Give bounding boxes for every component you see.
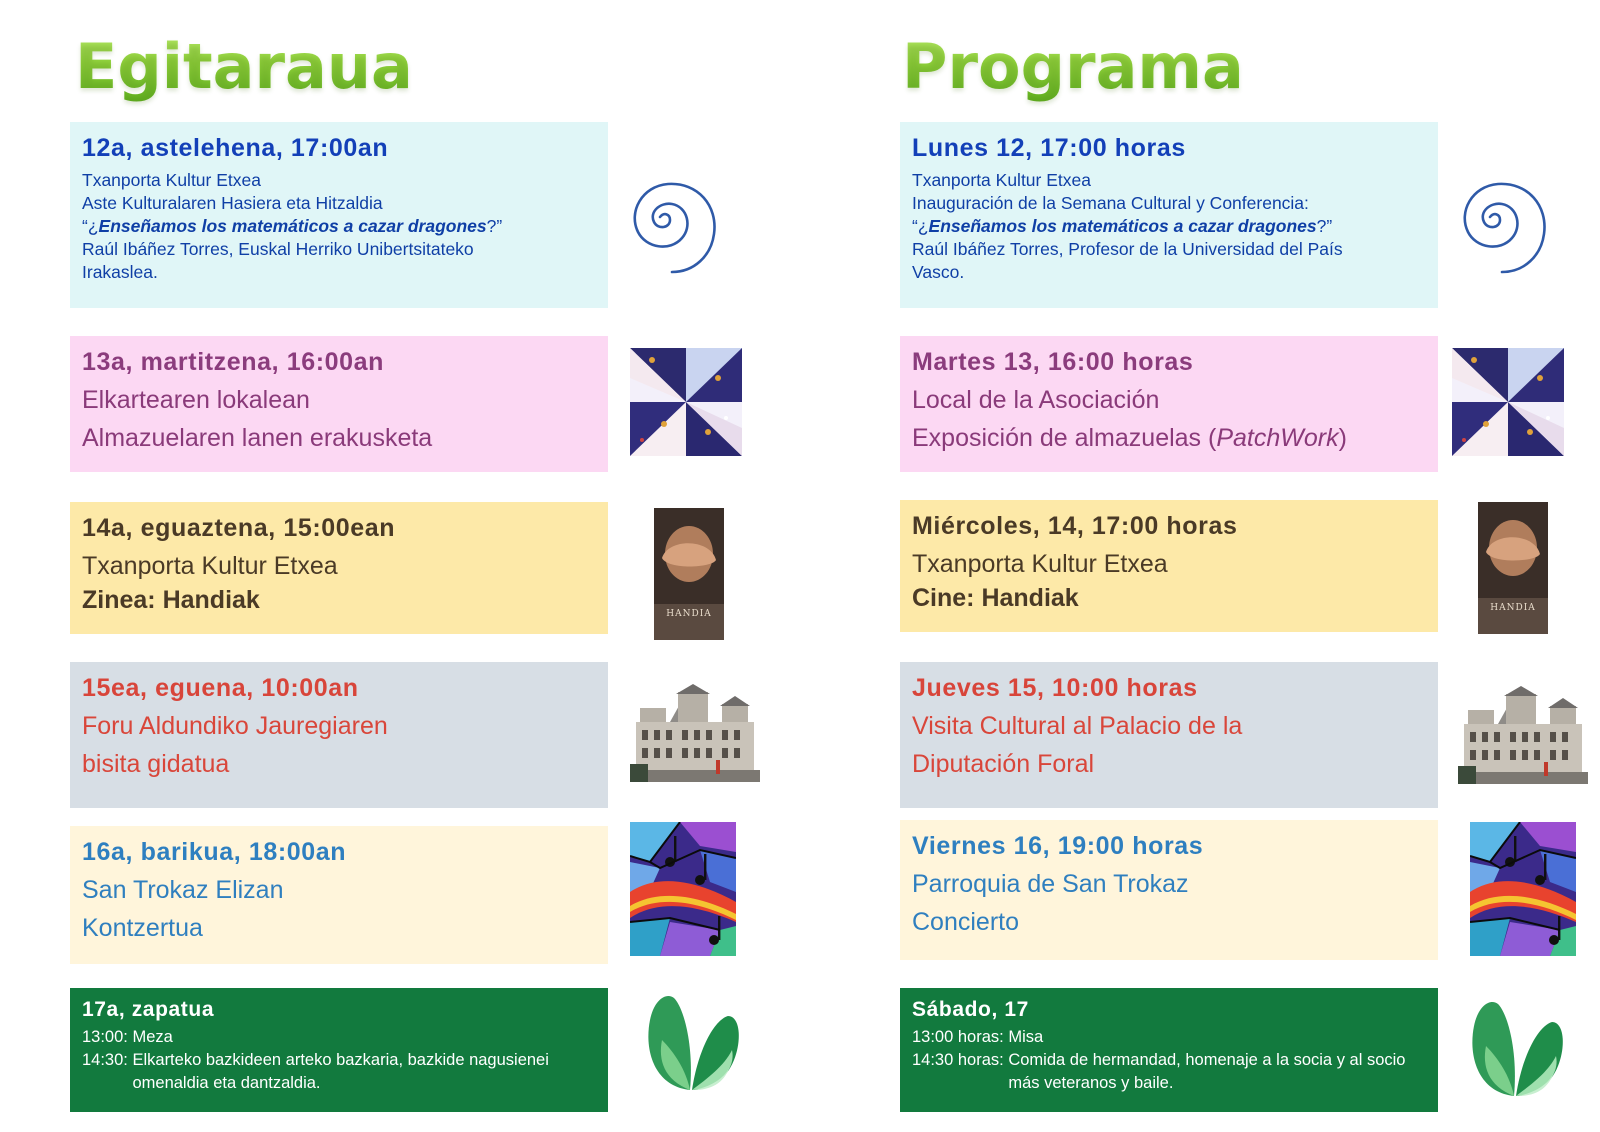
event-description: Concierto	[912, 908, 1019, 936]
event-description: Kontzertua	[82, 914, 203, 942]
schedule-time: 14:30 horas:	[912, 1051, 1004, 1069]
event-place: Local de la Asociación	[912, 386, 1160, 414]
event-card-day-14	[900, 500, 1438, 632]
event-card-day-14	[70, 502, 608, 634]
stained-glass-music-icon	[1470, 822, 1576, 956]
event-card-day-12	[900, 122, 1438, 308]
event-description: Cine: Handiak	[912, 584, 1079, 612]
poster-title-text: HANDIA	[666, 609, 712, 619]
event-place: Txanporta Kultur Etxea	[912, 170, 1091, 190]
schedule-row	[912, 1026, 1426, 1049]
event-card-day-17	[70, 988, 608, 1112]
event-date-title: Viernes 16, 19:00 horas	[912, 832, 1204, 860]
patchwork-word: PatchWork	[1216, 424, 1339, 452]
schedule-text: Misa	[1008, 1028, 1044, 1046]
event-card-day-16	[70, 826, 608, 964]
schedule-row	[82, 1049, 596, 1095]
poster-title-text: HANDIA	[1490, 603, 1536, 613]
speaker-line-2: Vasco.	[912, 262, 965, 282]
event-date-title: Jueves 15, 10:00 horas	[912, 674, 1198, 702]
schedule-text: Elkarteko bazkideen arteko bazkaria, bazkide nagusienei omenaldia eta dantzaldia.	[132, 1051, 549, 1092]
event-place: Foru Aldundiko Jauregiaren	[82, 712, 388, 740]
event-card-day-12	[70, 122, 608, 308]
schedule-time: 14:30:	[82, 1051, 128, 1069]
event-date-title: 17a, zapatua	[82, 998, 215, 1021]
event-description: Exposición de almazuelas (PatchWork)	[912, 424, 1347, 452]
schedule-row	[82, 1026, 596, 1049]
speaker-line: Raúl Ibáñez Torres, Profesor de la Universidad del País	[912, 239, 1343, 259]
event-place: Parroquia de San Trokaz	[912, 870, 1189, 898]
event-place: Txanporta Kultur Etxea	[82, 170, 261, 190]
palace-icon	[630, 682, 760, 782]
event-place: Visita Cultural al Palacio de la	[912, 712, 1243, 740]
event-date-title: 12a, astelehena, 17:00an	[82, 134, 389, 162]
schedule-time: 13:00:	[82, 1028, 128, 1046]
film-poster-icon	[654, 508, 724, 640]
quilt-icon	[630, 348, 742, 456]
spiral-icon	[1440, 172, 1570, 282]
palace-icon	[1458, 684, 1588, 784]
event-place: Txanporta Kultur Etxea	[82, 552, 338, 580]
film-poster-icon	[1478, 502, 1548, 634]
event-date-title: 13a, martitzena, 16:00an	[82, 348, 385, 376]
talk-title-line: “¿Enseñamos los matemáticos a cazar dragones?”	[82, 216, 503, 236]
event-date-title: Martes 13, 16:00 horas	[912, 348, 1194, 376]
leaf-logo-icon	[644, 990, 740, 1092]
event-description: Inauguración de la Semana Cultural y Conferencia:	[912, 193, 1309, 213]
talk-title-line: “¿Enseñamos los matemáticos a cazar dragones?”	[912, 216, 1333, 236]
leaf-logo-icon	[1468, 996, 1564, 1098]
event-card-day-17	[900, 988, 1438, 1112]
event-description: Aste Kulturalaren Hasiera eta Hitzaldia	[82, 193, 383, 213]
event-card-day-16	[900, 820, 1438, 960]
event-date-title: 14a, eguaztena, 15:00ean	[82, 514, 396, 542]
speaker-line: Raúl Ibáñez Torres, Euskal Herriko Unibertsitateko	[82, 239, 474, 259]
event-description: Almazuelaren lanen erakusketa	[82, 424, 433, 452]
event-date-title: 16a, barikua, 18:00an	[82, 838, 347, 866]
event-date-title: 15ea, eguena, 10:00an	[82, 674, 359, 702]
talk-title: Enseñamos los matemáticos a cazar dragones	[928, 216, 1317, 236]
schedule-time: 13:00 horas:	[912, 1028, 1004, 1046]
event-date-title: Lunes 12, 17:00 horas	[912, 134, 1186, 162]
event-card-day-15	[900, 662, 1438, 808]
event-card-day-15	[70, 662, 608, 808]
event-place: Txanporta Kultur Etxea	[912, 550, 1168, 578]
event-card-day-13	[900, 336, 1438, 472]
event-place: Elkartearen lokalean	[82, 386, 310, 414]
schedule-row	[912, 1049, 1426, 1095]
event-place: San Trokaz Elizan	[82, 876, 284, 904]
schedule-text: Comida de hermandad, homenaje a la socia y al socio más veteranos y baile.	[1008, 1051, 1406, 1092]
heading-programa: Programa	[902, 30, 1244, 103]
heading-egitaraua: Egitaraua	[75, 30, 413, 103]
basque-column	[70, 0, 770, 1132]
stained-glass-music-icon	[630, 822, 736, 956]
event-description: Diputación Foral	[912, 750, 1095, 778]
event-date-title: Miércoles, 14, 17:00 horas	[912, 512, 1238, 540]
event-description: bisita gidatua	[82, 750, 230, 778]
schedule-text: Meza	[132, 1028, 173, 1046]
event-description: Zinea: Handiak	[82, 586, 260, 614]
quilt-icon	[1452, 348, 1564, 456]
spiral-icon	[610, 172, 740, 282]
speaker-line-2: Irakaslea.	[82, 262, 158, 282]
event-date-title: Sábado, 17	[912, 998, 1029, 1021]
talk-title: Enseñamos los matemáticos a cazar dragones	[98, 216, 487, 236]
spanish-column	[900, 0, 1600, 1132]
event-card-day-13	[70, 336, 608, 472]
